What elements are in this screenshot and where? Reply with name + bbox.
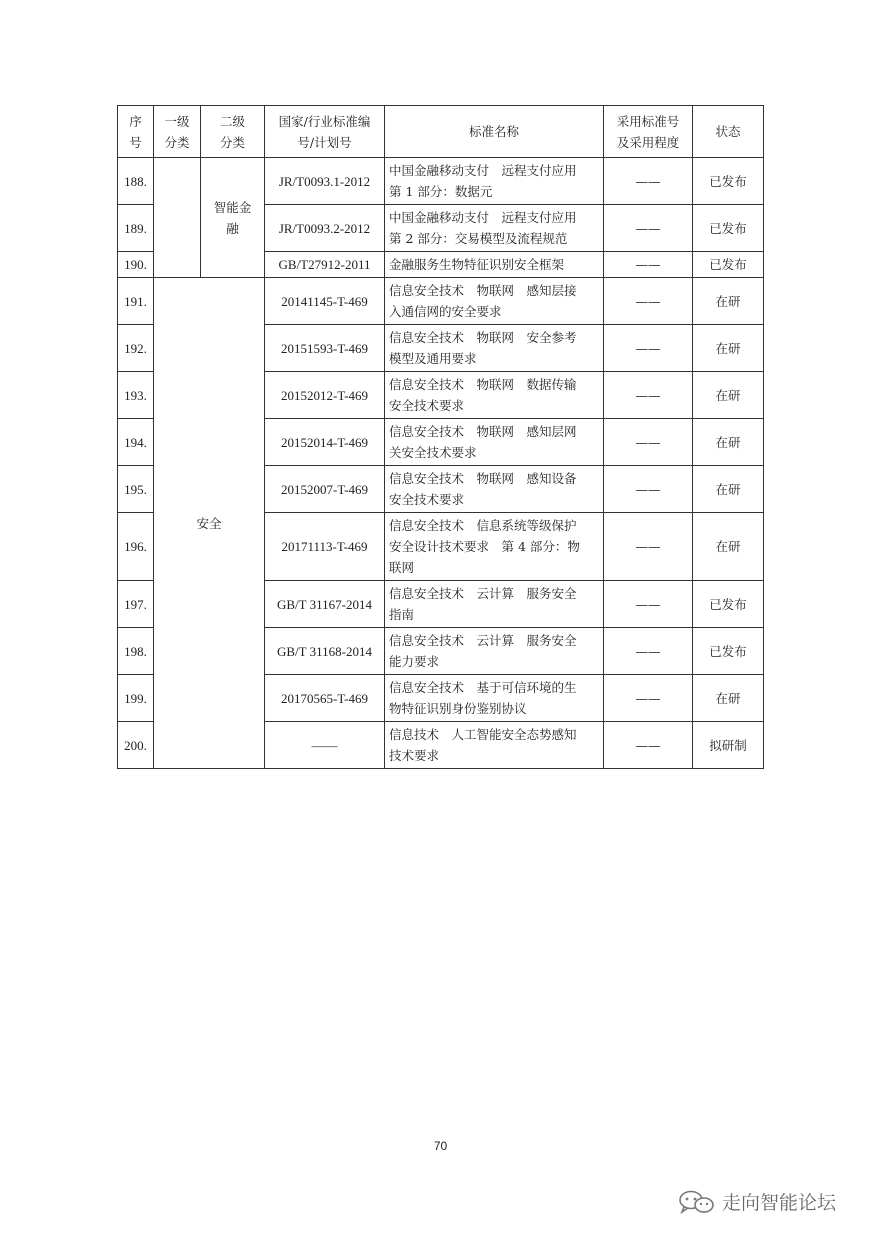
row-number: 189. [118, 205, 154, 252]
watermark-text: 走向智能论坛 [722, 1192, 837, 1214]
level1-empty-cell [154, 158, 201, 278]
standard-name: 信息安全技术 物联网 感知层接 入通信网的安全要求 [385, 278, 604, 325]
standard-name: 信息安全技术 云计算 服务安全 指南 [385, 581, 604, 628]
status: 拟研制 [693, 722, 764, 769]
standard-code: 20171113-T-469 [265, 513, 385, 581]
header-status: 状态 [693, 106, 764, 158]
status: 已发布 [693, 158, 764, 205]
standard-code: 20170565-T-469 [265, 675, 385, 722]
adoption: —— [604, 158, 693, 205]
status: 在研 [693, 278, 764, 325]
status: 在研 [693, 513, 764, 581]
status: 在研 [693, 675, 764, 722]
adoption: —— [604, 628, 693, 675]
standard-name: 金融服务生物特征识别安全框架 [385, 252, 604, 278]
standard-name: 信息安全技术 物联网 感知设备 安全技术要求 [385, 466, 604, 513]
page-number: 70 [433, 1139, 448, 1153]
adoption: —— [604, 466, 693, 513]
row-number: 188. [118, 158, 154, 205]
adoption: —— [604, 513, 693, 581]
adoption: —— [604, 372, 693, 419]
standard-code: 20152014-T-469 [265, 419, 385, 466]
table-row [118, 158, 764, 205]
standard-name: 信息安全技术 物联网 数据传输 安全技术要求 [385, 372, 604, 419]
row-number: 192. [118, 325, 154, 372]
status: 已发布 [693, 581, 764, 628]
status: 在研 [693, 419, 764, 466]
standard-name: 中国金融移动支付 远程支付应用 第 1 部分：数据元 [385, 158, 604, 205]
standard-code: 20151593-T-469 [265, 325, 385, 372]
row-number: 191. [118, 278, 154, 325]
standard-name: 中国金融移动支付 远程支付应用 第 2 部分：交易模型及流程规范 [385, 205, 604, 252]
header-level1: 一级 分类 [154, 106, 201, 158]
standards-table [117, 105, 764, 769]
standard-code: GB/T 31167-2014 [265, 581, 385, 628]
row-number: 194. [118, 419, 154, 466]
status: 已发布 [693, 628, 764, 675]
status: 在研 [693, 372, 764, 419]
adoption: —— [604, 722, 693, 769]
row-number: 196. [118, 513, 154, 581]
standard-code: 20152012-T-469 [265, 372, 385, 419]
status: 在研 [693, 466, 764, 513]
header-adopt: 采用标准号 及采用程度 [604, 106, 693, 158]
watermark [676, 1188, 836, 1215]
standard-code: —— [265, 722, 385, 769]
category-security: 安全 [154, 278, 265, 769]
status: 在研 [693, 325, 764, 372]
adoption: —— [604, 325, 693, 372]
table-row [118, 278, 764, 325]
status: 已发布 [693, 205, 764, 252]
header-level2: 二级 分类 [201, 106, 265, 158]
standard-name: 信息技术 人工智能安全态势感知 技术要求 [385, 722, 604, 769]
standard-code: 20141145-T-469 [265, 278, 385, 325]
standard-code: JR/T0093.1-2012 [265, 158, 385, 205]
standard-name: 信息安全技术 云计算 服务安全 能力要求 [385, 628, 604, 675]
standard-code: GB/T 31168-2014 [265, 628, 385, 675]
row-number: 197. [118, 581, 154, 628]
row-number: 199. [118, 675, 154, 722]
header-name: 标准名称 [385, 106, 604, 158]
adoption: —— [604, 419, 693, 466]
standard-code: JR/T0093.2-2012 [265, 205, 385, 252]
header-code: 国家/行业标准编 号/计划号 [265, 106, 385, 158]
status: 已发布 [693, 252, 764, 278]
adoption: —— [604, 581, 693, 628]
adoption: —— [604, 205, 693, 252]
standard-name: 信息安全技术 物联网 感知层网 关安全技术要求 [385, 419, 604, 466]
row-number: 195. [118, 466, 154, 513]
adoption: —— [604, 675, 693, 722]
row-number: 200. [118, 722, 154, 769]
standard-code: 20152007-T-469 [265, 466, 385, 513]
standard-code: GB/T27912-2011 [265, 252, 385, 278]
standard-name: 信息安全技术 物联网 安全参考 模型及通用要求 [385, 325, 604, 372]
standard-name: 信息安全技术 信息系统等级保护 安全设计技术要求 第 4 部分：物 联网 [385, 513, 604, 581]
header-seq: 序 号 [118, 106, 154, 158]
level2-smart-finance: 智能金 融 [201, 158, 265, 278]
row-number: 190. [118, 252, 154, 278]
adoption: —— [604, 252, 693, 278]
row-number: 193. [118, 372, 154, 419]
standard-name: 信息安全技术 基于可信环境的生 物特征识别身份鉴别协议 [385, 675, 604, 722]
header-row [118, 106, 764, 158]
row-number: 198. [118, 628, 154, 675]
wechat-icon [676, 1189, 716, 1215]
adoption: —— [604, 278, 693, 325]
